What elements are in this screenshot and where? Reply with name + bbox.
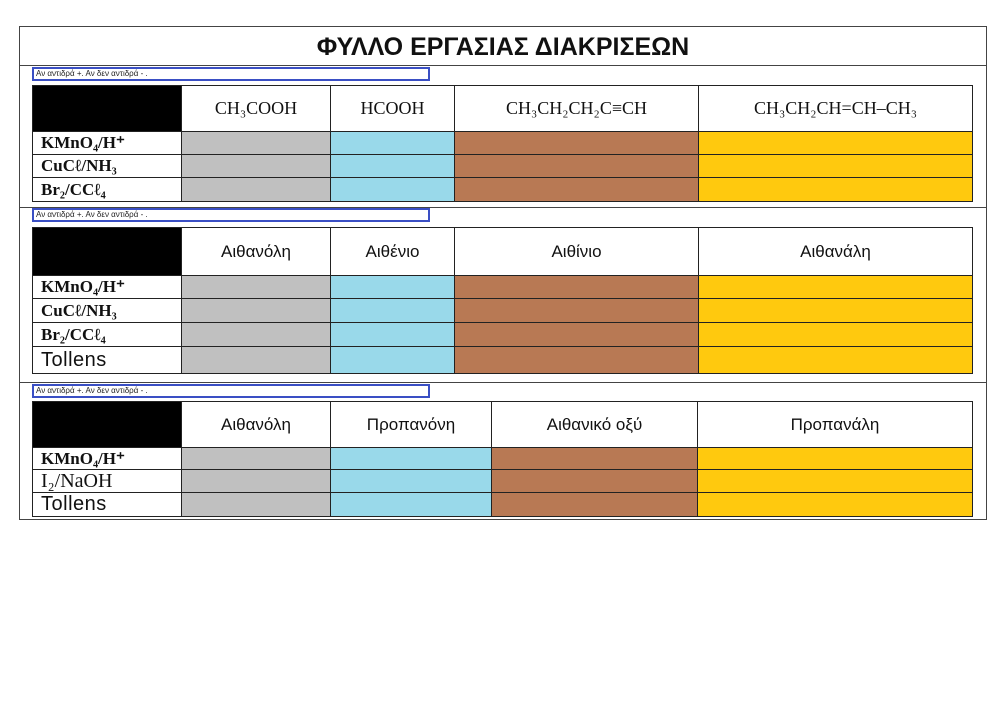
reagent-label: Tollens [32,346,182,374]
column-header: CH₃CH₂CH=CH–CH₃ [698,85,973,132]
reagent-label: Tollens [32,492,182,517]
answer-cell[interactable] [330,177,455,202]
answer-cell[interactable] [697,492,973,517]
answer-cell[interactable] [181,298,331,323]
reagent-label: I₂/NaOH [32,469,182,493]
corner-cell [32,85,182,132]
table-row [32,298,973,323]
table-row [32,492,973,517]
table-row [32,322,973,347]
answer-cell[interactable] [330,131,455,155]
reagent-label: CuCℓ/NH₃ [32,154,182,178]
answer-cell[interactable] [698,177,973,202]
answer-cell[interactable] [181,447,331,470]
worksheet-title: ΦΥΛΛΟ ΕΡΓΑΣΙΑΣ ΔΙΑΚΡΙΣΕΩΝ [20,27,986,66]
table-row [32,275,973,299]
corner-cell [32,227,182,276]
answer-cell[interactable] [491,469,698,493]
answer-cell[interactable] [454,131,699,155]
reagent-label: CuCℓ/NH₃ [32,298,182,323]
instruction-note: Αν αντιδρά +. Αν δεν αντιδρά - . [32,69,430,81]
answer-cell[interactable] [698,298,973,323]
answer-cell[interactable] [698,346,973,374]
column-header: CH₃CH₂CH₂C≡CH [454,85,699,132]
answer-cell[interactable] [181,154,331,178]
answer-cell[interactable] [330,492,492,517]
table-3-header-row [32,401,973,448]
table-1-header-row [32,85,973,132]
reagent-label: Br₂/CCℓ₄ [32,177,182,202]
answer-cell[interactable] [330,447,492,470]
column-header: CH₃COOH [181,85,331,132]
answer-cell[interactable] [454,275,699,299]
answer-cell[interactable] [454,346,699,374]
answer-cell[interactable] [491,492,698,517]
answer-cell[interactable] [491,447,698,470]
reagent-label: KMnO₄/H⁺ [32,131,182,155]
answer-cell[interactable] [181,346,331,374]
answer-cell[interactable] [181,275,331,299]
answer-cell[interactable] [698,131,973,155]
answer-cell[interactable] [330,346,455,374]
column-header: Αιθανόλη [181,401,331,448]
column-header: Αιθανάλη [698,227,973,276]
column-header: Αιθανικό οξύ [491,401,698,448]
answer-cell[interactable] [181,492,331,517]
answer-cell[interactable] [697,447,973,470]
table-2-header-row [32,227,973,276]
table-row [32,154,973,178]
answer-cell[interactable] [698,275,973,299]
column-header: Προπανόνη [330,401,492,448]
table-row [32,131,973,155]
column-header: Αιθένιο [330,227,455,276]
section-divider [20,382,986,383]
reagent-label: Br₂/CCℓ₄ [32,322,182,347]
reagent-label: KMnO₄/H⁺ [32,447,182,470]
answer-cell[interactable] [181,469,331,493]
column-header: Αιθίνιο [454,227,699,276]
corner-cell [32,401,182,448]
answer-cell[interactable] [330,298,455,323]
answer-cell[interactable] [330,322,455,347]
answer-cell[interactable] [697,469,973,493]
answer-cell[interactable] [698,154,973,178]
answer-cell[interactable] [330,469,492,493]
reagent-label: KMnO₄/H⁺ [32,275,182,299]
table-row [32,177,973,202]
answer-cell[interactable] [454,322,699,347]
answer-cell[interactable] [454,177,699,202]
column-header: HCOOH [330,85,455,132]
instruction-note: Αν αντιδρά +. Αν δεν αντιδρά - . [32,386,430,398]
column-header: Προπανάλη [697,401,973,448]
answer-cell[interactable] [454,298,699,323]
answer-cell[interactable] [330,154,455,178]
answer-cell[interactable] [181,322,331,347]
column-header: Αιθανόλη [181,227,331,276]
instruction-note: Αν αντιδρά +. Αν δεν αντιδρά - . [32,210,430,222]
answer-cell[interactable] [181,131,331,155]
worksheet [19,26,987,520]
answer-cell[interactable] [181,177,331,202]
answer-cell[interactable] [698,322,973,347]
answer-cell[interactable] [330,275,455,299]
table-row [32,447,973,470]
table-row [32,346,973,374]
table-row [32,469,973,493]
answer-cell[interactable] [454,154,699,178]
